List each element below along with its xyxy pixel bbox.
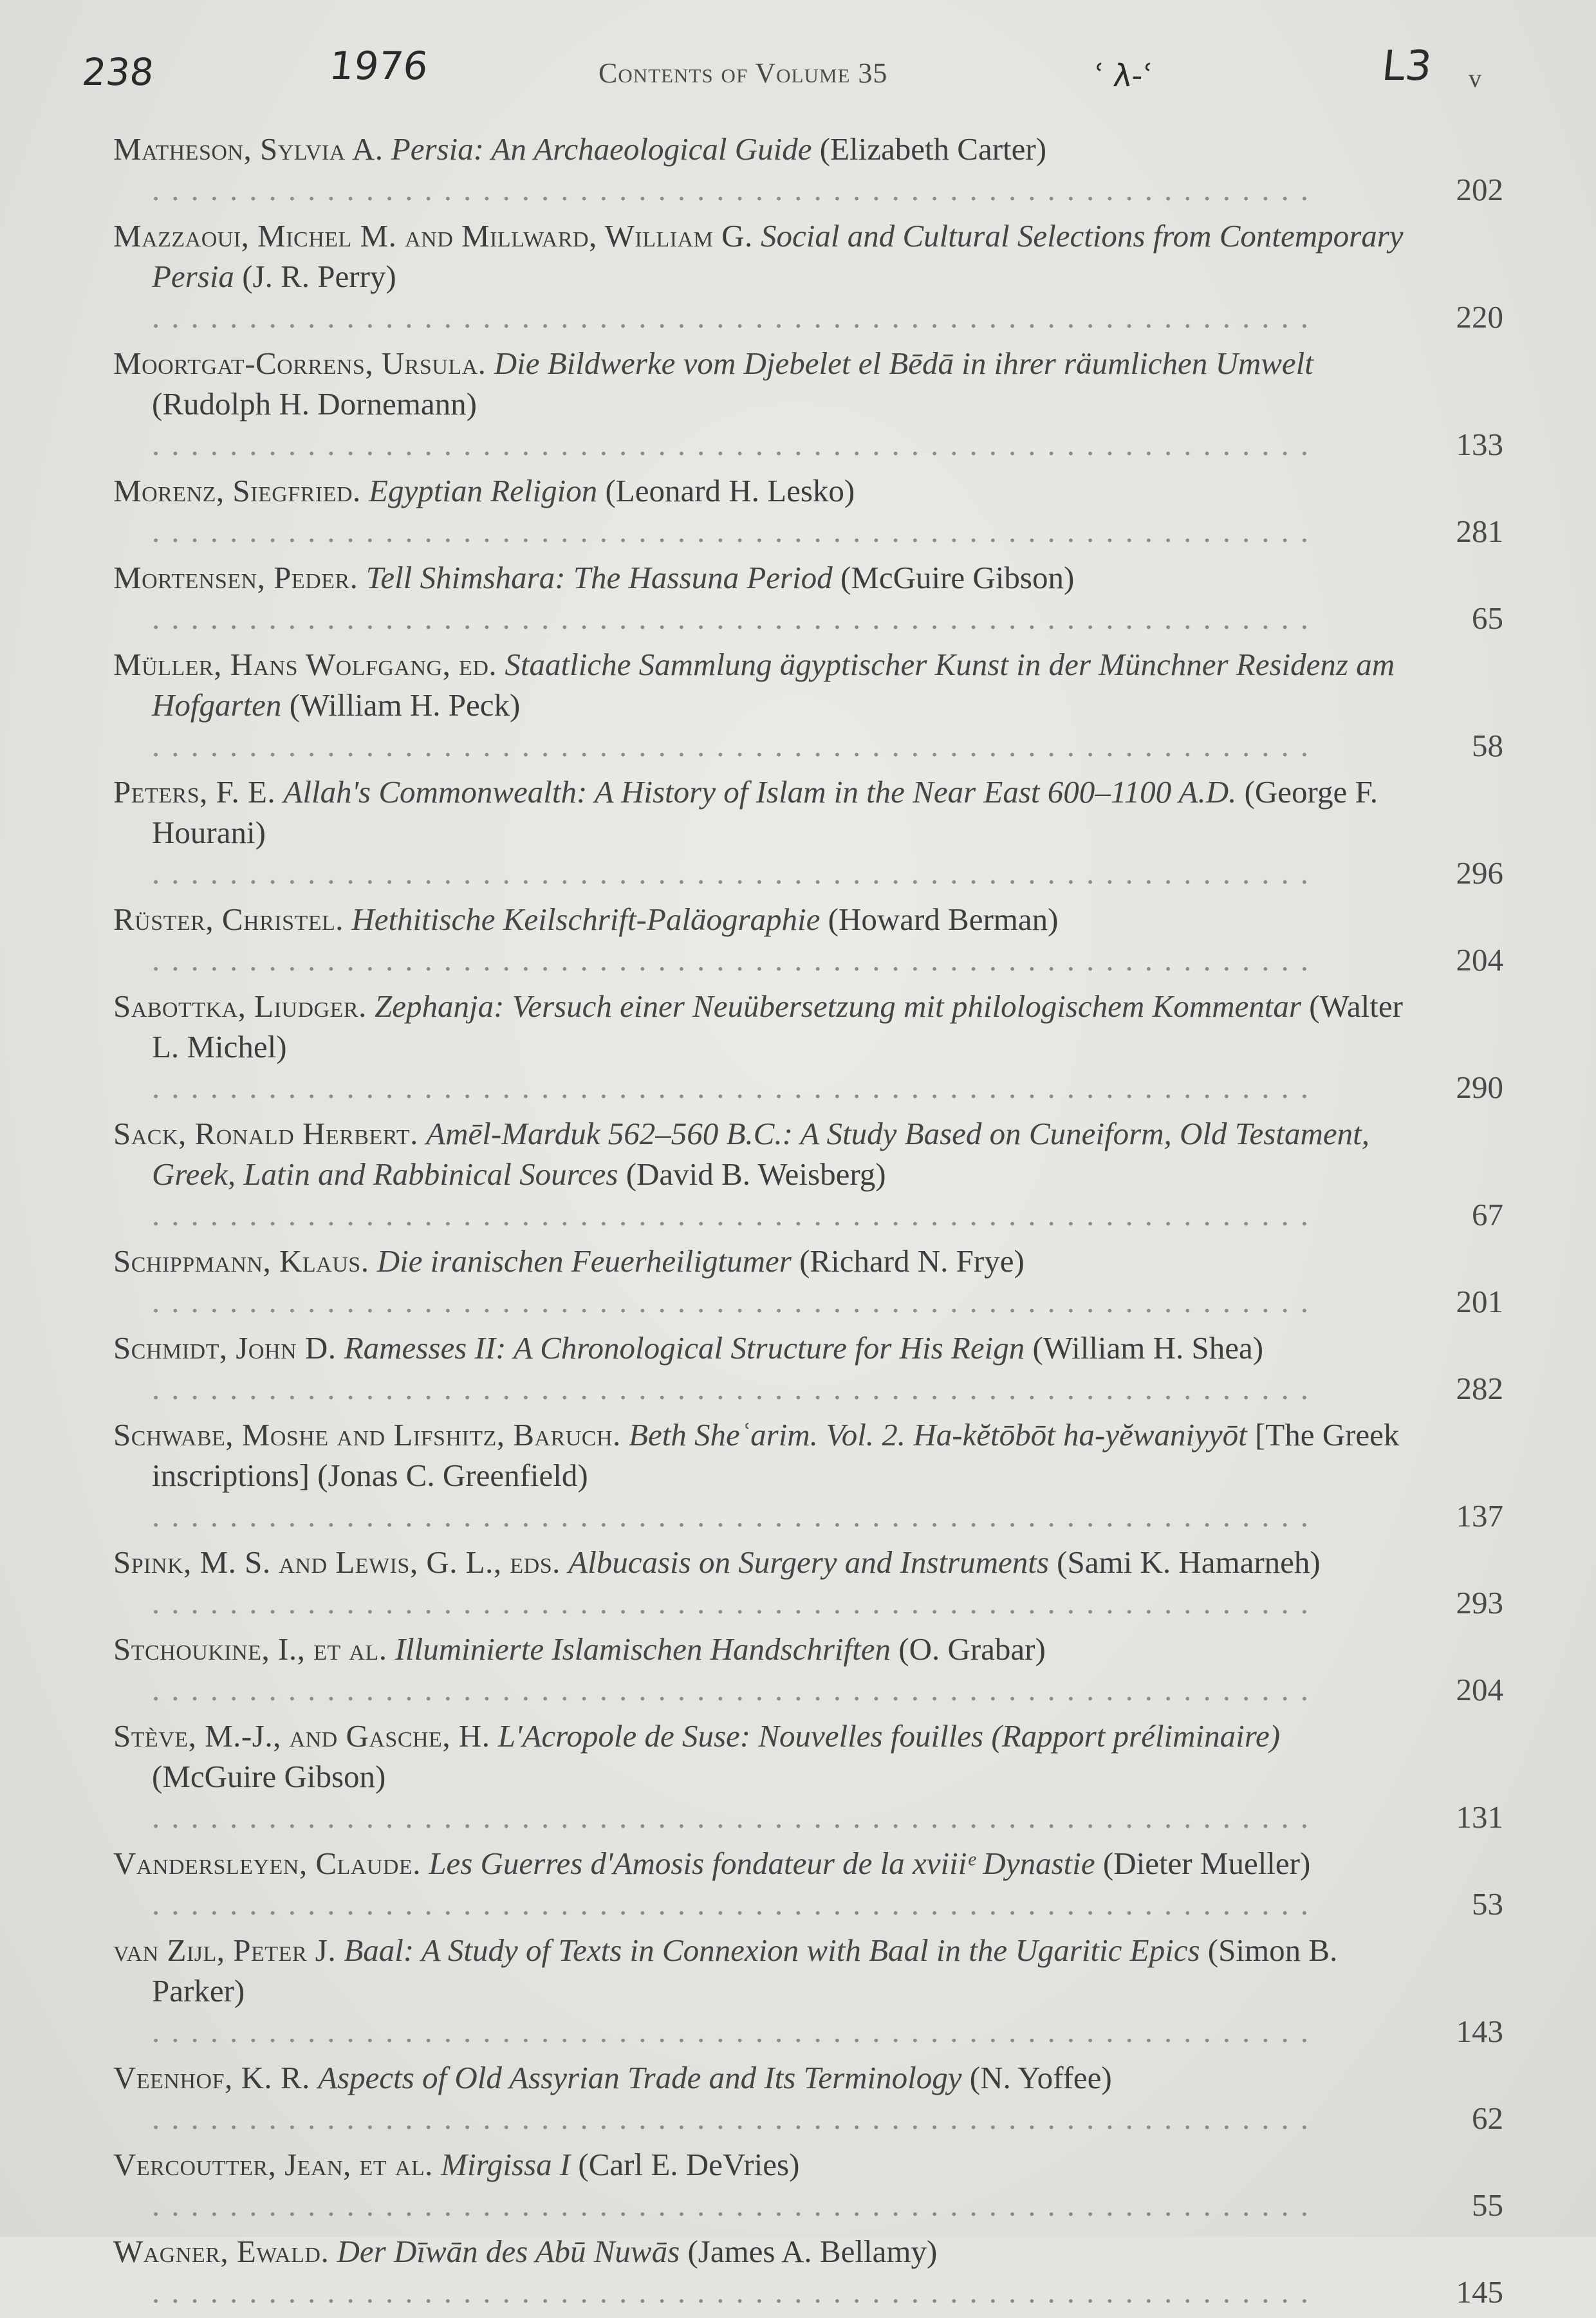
entry-page-number: 133 bbox=[1456, 427, 1503, 462]
entry-page-number: 137 bbox=[1456, 1498, 1503, 1534]
entry-reviewer: (Howard Berman) bbox=[828, 902, 1059, 937]
entry-author: Vandersleyen, Claude. bbox=[113, 1846, 421, 1881]
dot-leader: ............................................................ bbox=[152, 427, 1320, 462]
entry-reviewer: (Carl E. DeVries) bbox=[578, 2147, 800, 2182]
entry-reviewer: (J. R. Perry) bbox=[242, 259, 396, 294]
entry-author: Rüster, Christel. bbox=[113, 902, 344, 937]
contents-entry bbox=[113, 1542, 1503, 1623]
entry-title: Staatliche Sammlung ägyptischer Kunst in der Münchner Residenz am Hofgarten bbox=[152, 647, 1395, 723]
entry-reviewer: (Leonard H. Lesko) bbox=[605, 473, 855, 508]
entry-page-number: 296 bbox=[1456, 855, 1503, 891]
dot-leader: ............................................................ bbox=[152, 942, 1320, 978]
contents-entry bbox=[113, 216, 1503, 337]
contents-entry bbox=[113, 644, 1503, 766]
entry-author: Wagner, Ewald. bbox=[113, 2234, 329, 2269]
dot-leader: ............................................................ bbox=[152, 855, 1320, 891]
entry-author: Vercoutter, Jean, et al. bbox=[113, 2147, 433, 2182]
entry-page-number: 220 bbox=[1456, 299, 1503, 335]
entry-title: Beth Sheʿarim. Vol. 2. Ha-kĕtōbōt ha-yĕwaniyyōt bbox=[629, 1417, 1247, 1452]
contents-entry bbox=[113, 772, 1503, 893]
entry-page-number: 62 bbox=[1472, 2100, 1503, 2136]
dot-leader: ............................................................ bbox=[152, 299, 1320, 335]
contents-entry bbox=[113, 899, 1503, 980]
entry-reviewer: (Dieter Mueller) bbox=[1102, 1846, 1311, 1881]
entry-page-number: 58 bbox=[1472, 728, 1503, 763]
entry-title: Egyptian Religion bbox=[369, 473, 598, 508]
entry-page-number: 131 bbox=[1456, 1799, 1503, 1835]
contents-entry bbox=[113, 1629, 1503, 1710]
entry-page-number: 204 bbox=[1456, 942, 1503, 978]
entry-author: Stchoukine, I., et al. bbox=[113, 1631, 387, 1667]
contents-entry bbox=[113, 1930, 1503, 2052]
page-header bbox=[0, 39, 1596, 109]
contents-entry bbox=[113, 1843, 1503, 1924]
contents-list bbox=[113, 129, 1503, 2318]
entry-title: L'Acropole de Suse: Nouvelles fouilles (Rapport préliminaire) bbox=[497, 1718, 1281, 1754]
contents-entry bbox=[113, 129, 1503, 210]
dot-leader: ............................................................ bbox=[152, 1070, 1320, 1105]
entry-author: Mortensen, Peder. bbox=[113, 560, 358, 595]
dot-leader: ............................................................ bbox=[152, 1284, 1320, 1319]
dot-leader: ............................................................ bbox=[152, 2187, 1320, 2223]
entry-title: Persia: An Archaeological Guide bbox=[391, 131, 812, 167]
dot-leader: ............................................................ bbox=[152, 1197, 1320, 1232]
contents-entry bbox=[113, 986, 1503, 1108]
entry-author: Spink, M. S. and Lewis, G. L., eds. bbox=[113, 1544, 561, 1580]
entry-author: Morenz, Siegfried. bbox=[113, 473, 361, 508]
contents-entry bbox=[113, 1241, 1503, 1322]
entry-title: Social and Cultural Selections from Contemporary Persia bbox=[152, 218, 1404, 294]
entry-title: Ramesses II: A Chronological Structure for His Reign bbox=[344, 1330, 1025, 1366]
entry-reviewer: (George F. Hourani) bbox=[152, 774, 1378, 850]
dot-leader: ............................................................ bbox=[152, 728, 1320, 763]
entry-reviewer: (Walter L. Michel) bbox=[152, 988, 1403, 1064]
entry-author: Sack, Ronald Herbert. bbox=[113, 1116, 418, 1151]
dot-leader: ............................................................ bbox=[152, 514, 1320, 549]
dot-leader: ............................................................ bbox=[152, 1371, 1320, 1406]
handwritten-note-year: 1976 bbox=[327, 44, 431, 89]
dot-leader: ............................................................ bbox=[152, 1672, 1320, 1707]
entry-title: Zephanja: Versuch einer Neuübersetzung mit philologischem Kommentar bbox=[375, 988, 1301, 1024]
entry-author: Stève, M.-J., and Gasche, H. bbox=[113, 1718, 490, 1754]
entry-page-number: 202 bbox=[1456, 172, 1503, 207]
entry-reviewer: (Elizabeth Carter) bbox=[819, 131, 1047, 167]
entry-reviewer: (William H. Peck) bbox=[289, 687, 521, 723]
handwritten-note-mark: ʿ λ-ʿ bbox=[1092, 58, 1155, 94]
dot-leader: ............................................................ bbox=[152, 1799, 1320, 1835]
entry-reviewer: [The Greek inscriptions] (Jonas C. Greenfield) bbox=[152, 1417, 1400, 1493]
entry-author: Schwabe, Moshe and Lifshitz, Baruch. bbox=[113, 1417, 621, 1452]
entry-page-number: 282 bbox=[1456, 1371, 1503, 1406]
entry-author: Müller, Hans Wolfgang, ed. bbox=[113, 647, 497, 682]
entry-title: Illuminierte Islamischen Handschriften bbox=[394, 1631, 891, 1667]
entry-author: van Zijl, Peter J. bbox=[113, 1933, 337, 1968]
contents-entry bbox=[113, 1414, 1503, 1536]
entry-page-number: 281 bbox=[1456, 514, 1503, 549]
dot-leader: ............................................................ bbox=[152, 600, 1320, 636]
entry-author: Veenhof, K. R. bbox=[113, 2060, 310, 2095]
entry-page-number: 143 bbox=[1456, 2014, 1503, 2049]
entry-title: Amēl-Marduk 562–560 B.C.: A Study Based on Cuneiform, Old Testament, Greek, Latin and Rabbinical Sources bbox=[152, 1116, 1369, 1192]
dot-leader: ............................................................ bbox=[152, 1886, 1320, 1922]
entry-page-number: 204 bbox=[1456, 1672, 1503, 1707]
contents-entry bbox=[113, 557, 1503, 638]
handwritten-note-code: L3 bbox=[1380, 42, 1434, 90]
entry-title: Les Guerres d'Amosis fondateur de la xviiiᵉ Dynastie bbox=[429, 1846, 1095, 1881]
contents-entry bbox=[113, 2057, 1503, 2138]
entry-page-number: 67 bbox=[1472, 1197, 1503, 1232]
entry-page-number: 55 bbox=[1472, 2187, 1503, 2223]
entry-reviewer: (Sami K. Hamarneh) bbox=[1057, 1544, 1321, 1580]
entry-reviewer: (James A. Bellamy) bbox=[687, 2234, 938, 2269]
entry-title: Allah's Commonwealth: A History of Islam in the Near East 600–1100 A.D. bbox=[283, 774, 1237, 810]
entry-page-number: 293 bbox=[1456, 1585, 1503, 1620]
contents-entry bbox=[113, 1716, 1503, 1837]
entry-reviewer: (Rudolph H. Dornemann) bbox=[152, 386, 477, 422]
entry-title: Der Dīwān des Abū Nuwās bbox=[337, 2234, 680, 2269]
entry-page-number: 290 bbox=[1456, 1070, 1503, 1105]
entry-title: Mirgissa I bbox=[441, 2147, 571, 2182]
entry-author: Sabottka, Liudger. bbox=[113, 988, 367, 1024]
entry-reviewer: (McGuire Gibson) bbox=[840, 560, 1075, 595]
entry-author: Moortgat-Correns, Ursula. bbox=[113, 346, 487, 381]
contents-entry bbox=[113, 2144, 1503, 2225]
entry-reviewer: (O. Grabar) bbox=[898, 1631, 1046, 1667]
dot-leader: ............................................................ bbox=[152, 2014, 1320, 2049]
contents-entry bbox=[113, 470, 1503, 552]
entry-reviewer: (N. Yoffee) bbox=[969, 2060, 1112, 2095]
entry-page-number: 53 bbox=[1472, 1886, 1503, 1922]
entry-title: Die iranischen Feuerheiligtumer bbox=[376, 1243, 792, 1279]
dot-leader: ............................................................ bbox=[152, 172, 1320, 207]
entry-reviewer: (William H. Shea) bbox=[1032, 1330, 1264, 1366]
contents-entry bbox=[113, 343, 1503, 465]
entry-author: Mazzaoui, Michel M. and Millward, William G. bbox=[113, 218, 753, 254]
entry-title: Die Bildwerke vom Djebelet el Bēdā in ihrer räumlichen Umwelt bbox=[494, 346, 1313, 381]
dot-leader: ............................................................ bbox=[152, 1498, 1320, 1534]
entry-author: Schippmann, Klaus. bbox=[113, 1243, 369, 1279]
dot-leader: ............................................................ bbox=[152, 2274, 1320, 2310]
folio-number: v bbox=[1469, 64, 1481, 93]
running-title: Contents of Volume 35 bbox=[598, 57, 888, 89]
entry-reviewer: (Simon B. Parker) bbox=[152, 1933, 1338, 2008]
entry-reviewer: (David B. Weisberg) bbox=[626, 1156, 886, 1192]
contents-entry bbox=[113, 2231, 1503, 2312]
handwritten-note-number: 238 bbox=[80, 50, 156, 94]
entry-page-number: 65 bbox=[1472, 600, 1503, 636]
entry-title: Tell Shimshara: The Hassuna Period bbox=[366, 560, 833, 595]
entry-reviewer: (Richard N. Frye) bbox=[799, 1243, 1025, 1279]
dot-leader: ............................................................ bbox=[152, 2100, 1320, 2136]
entry-title: Hethitische Keilschrift-Paläographie bbox=[351, 902, 821, 937]
entry-title: Aspects of Old Assyrian Trade and Its Terminology bbox=[318, 2060, 962, 2095]
dot-leader: ............................................................ bbox=[152, 1585, 1320, 1620]
entry-title: Albucasis on Surgery and Instruments bbox=[568, 1544, 1049, 1580]
entry-title: Baal: A Study of Texts in Connexion with Baal in the Ugaritic Epics bbox=[344, 1933, 1200, 1968]
entry-reviewer: (McGuire Gibson) bbox=[152, 1759, 386, 1794]
entry-author: Peters, F. E. bbox=[113, 774, 276, 810]
entry-author: Matheson, Sylvia A. bbox=[113, 131, 384, 167]
entry-page-number: 145 bbox=[1456, 2274, 1503, 2310]
contents-entry bbox=[113, 1113, 1503, 1235]
entry-page-number: 201 bbox=[1456, 1284, 1503, 1319]
contents-entry bbox=[113, 1328, 1503, 1409]
entry-author: Schmidt, John D. bbox=[113, 1330, 337, 1366]
